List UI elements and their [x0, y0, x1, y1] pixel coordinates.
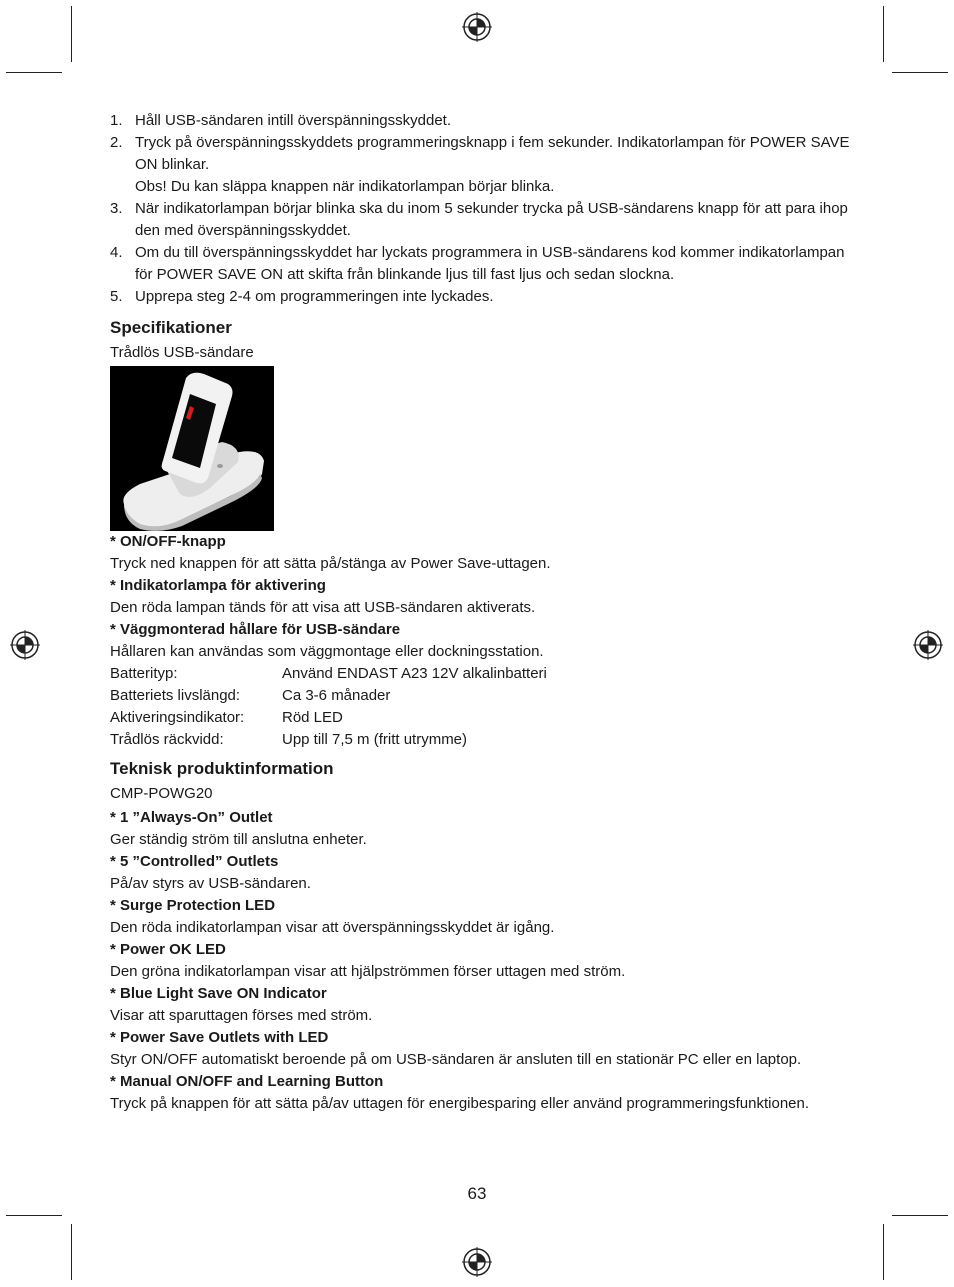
crop-mark	[892, 72, 948, 73]
feature-title: * Power OK LED	[110, 941, 226, 958]
feature-title: * Indikatorlampa för aktivering	[110, 577, 326, 594]
step-text: Håll USB-sändaren intill överspänningsskyddet.	[135, 112, 451, 129]
crop-mark	[883, 1224, 884, 1280]
usb-transmitter-photo	[110, 366, 274, 531]
step-number: 3.	[110, 200, 123, 217]
registration-mark-icon	[462, 12, 492, 42]
feature-description: Visar att sparuttagen förses med ström.	[110, 1007, 373, 1024]
list-item	[110, 242, 850, 286]
spec-value: Upp till 7,5 m (fritt utrymme)	[282, 731, 468, 748]
feature-title: * Blue Light Save ON Indicator	[110, 985, 327, 1002]
feature-description: Den röda indikatorlampan visar att överspänningsskyddet är igång.	[110, 919, 555, 936]
programming-steps-list	[110, 110, 850, 308]
feature-title: * Manual ON/OFF and Learning Button	[110, 1073, 384, 1090]
spec-features	[110, 531, 850, 663]
feature-description: På/av styrs av USB-sändaren.	[110, 875, 311, 892]
feature-description: Tryck på knappen för att sätta på/av uttagen för energibesparing eller använd programmeringsfunktionen.	[110, 1095, 810, 1112]
spec-key: Trådlös räckvidd:	[110, 731, 224, 748]
section-heading-technical-info: Teknisk produktinformation	[110, 759, 334, 778]
feature-description: Den röda lampan tänds för att visa att USB-sändaren aktiverats.	[110, 599, 536, 616]
step-text: Upprepa steg 2-4 om programmeringen inte lyckades.	[135, 288, 494, 305]
feature-description: Den gröna indikatorlampan visar att hjälpströmmen förser uttagen med ström.	[110, 963, 626, 980]
feature-description: Tryck ned knappen för att sätta på/stänga av Power Save-uttagen.	[110, 555, 551, 572]
feature-description: Styr ON/OFF automatiskt beroende på om USB-sändaren är ansluten till en stationär PC eller en laptop.	[110, 1051, 802, 1068]
crop-mark	[71, 6, 72, 62]
feature-title: * Surge Protection LED	[110, 897, 276, 914]
spec-key: Aktiveringsindikator:	[110, 709, 245, 726]
spec-row	[110, 663, 850, 685]
registration-mark-icon	[10, 630, 40, 660]
feature-description: Ger ständig ström till anslutna enheter.	[110, 831, 367, 848]
step-number: 1.	[110, 112, 123, 129]
crop-mark	[892, 1215, 948, 1216]
model-number: CMP-POWG20	[110, 785, 213, 802]
feature-title: * ON/OFF-knapp	[110, 533, 226, 550]
crop-mark	[6, 1215, 62, 1216]
step-text: Om du till överspänningsskyddet har lyckats programmera in USB-sändarens kod kommer indikatorlampan för POWER SAVE ON att skifta från blinkande ljus till fast ljus och sedan slockna.	[135, 244, 845, 283]
page-number: 63	[467, 1184, 487, 1203]
feature-description: Hållaren kan användas som väggmontage eller dockningsstation.	[110, 643, 544, 660]
feature-title: * 1 ”Always-On” Outlet	[110, 809, 273, 826]
step-note: Obs! Du kan släppa knappen när indikatorlampan börjar blinka.	[135, 178, 555, 195]
feature-title: * Väggmonterad hållare för USB-sändare	[110, 621, 401, 638]
list-item	[110, 110, 850, 132]
crop-mark	[71, 1224, 72, 1280]
feature-title: * Power Save Outlets with LED	[110, 1029, 329, 1046]
tech-features	[110, 807, 850, 1115]
list-item	[110, 132, 850, 198]
spec-key: Batterityp:	[110, 665, 178, 682]
feature-title: * 5 ”Controlled” Outlets	[110, 853, 279, 870]
crop-mark	[883, 6, 884, 62]
spec-value: Ca 3-6 månader	[282, 687, 391, 704]
spec-value: Röd LED	[282, 709, 343, 726]
step-number: 2.	[110, 134, 123, 151]
page-content	[110, 110, 850, 1115]
list-item	[110, 286, 850, 308]
spec-subtitle: Trådlös USB-sändare	[110, 344, 254, 361]
spec-row	[110, 707, 850, 729]
step-text: När indikatorlampan börjar blinka ska du inom 5 sekunder trycka på USB-sändarens knapp för att para ihop den med överspänningsskyddet.	[135, 200, 848, 239]
spec-table	[110, 663, 850, 751]
registration-mark-icon	[913, 630, 943, 660]
step-number: 5.	[110, 288, 123, 305]
step-text: Tryck på överspänningsskyddets programmeringsknapp i fem sekunder. Indikatorlampan för POWER SAVE ON blinkar.	[135, 134, 850, 173]
spec-key: Batteriets livslängd:	[110, 687, 241, 704]
registration-mark-icon	[462, 1247, 492, 1277]
section-heading-specifications: Specifikationer	[110, 318, 232, 337]
spec-row	[110, 685, 850, 707]
crop-mark	[6, 72, 62, 73]
step-number: 4.	[110, 244, 123, 261]
list-item	[110, 198, 850, 242]
spec-row	[110, 729, 850, 751]
spec-value: Använd ENDAST A23 12V alkalinbatteri	[282, 665, 547, 682]
